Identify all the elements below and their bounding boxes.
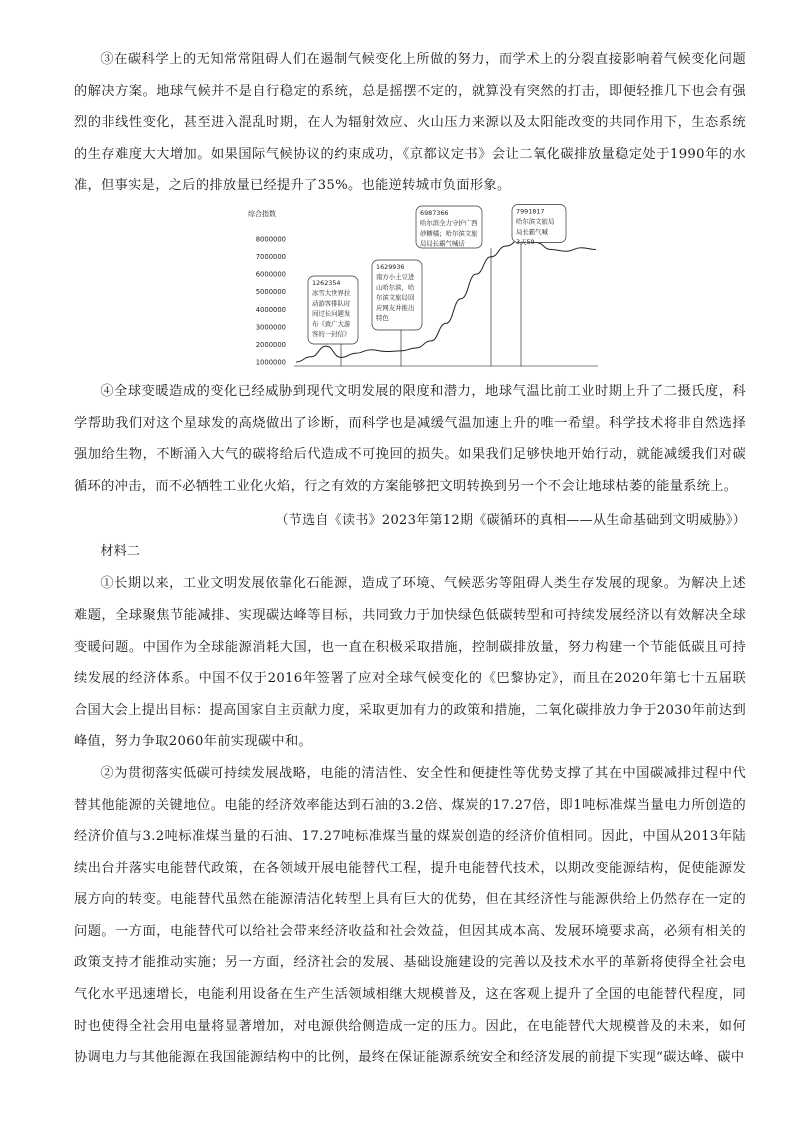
callout-text: 哈尔滨文旅局 xyxy=(516,217,555,226)
y-tick-label: 3000000 xyxy=(255,323,286,332)
callout-text: 布《致广大游 xyxy=(312,319,351,328)
paragraph-4: ④全球变暖造成的变化已经威胁到现代文明发展的限度和潜力，地球气温比前工业时期上升了二摄氏度，科学帮助我们对这个星球发的高烧做出了诊断，而科学也是减缓气温加速上升的唯一希望。科学技术将非自然选择强加给生物，不断涌入大气的碳将给后代造成不可挽回的损失。如果我们足够快地开始行动，就能减缓我们对碳循环的冲击，而不必牺牲工业化火焰，行之有效的方案能够把文明转换到另一个不会让地球枯萎的能量系统上。 xyxy=(74,383,746,494)
callout-text: 间过长问题发 xyxy=(312,309,351,318)
annotation-callouts xyxy=(308,204,566,344)
y-tick-label: 5000000 xyxy=(255,288,286,297)
callout-text: 应网友并推出 xyxy=(376,303,415,312)
callout-text: 山哈尔滨，哈 xyxy=(376,283,415,292)
callout-text: 砂糖橘；哈尔滨文旅 xyxy=(420,229,478,238)
callout-text: 局局长霸气喊话 xyxy=(420,239,465,248)
material-2-paragraph-2: ②为贯彻落实低碳可持续发展战略，电能的清洁性、安全性和便捷性等优势支撑了其在中国碳减排过程中代替其他能源的关键地位。电能的经济效率能达到石油的3.2倍、煤炭的17.27倍，即1吨标准煤当量电力所创造的经济价值与3.2吨标准煤当量的石油、17.27吨标准煤当量的煤炭创造的经济价值相同。因此，中国从2013年陆续出台并落实电能替代政策，在各领域开展电能替代工程，提升电能替代技术，以期改变能源结构，促使能源发展方向的转变。电能替代虽然在能源清洁化转型上具有巨大的优势，但在其经济性与能源供给上仍然存在一定的问题。一方面，电能替代可以给社会带来经济收益和社会效益，但因其成本高、发展环境要求高，必须有相关的政策支持才能推动实施；另一方面，经济社会的发展、基础设施建设的完善以及技术水平的革新将使得全社会电气化水平迅速增长，电能利用设备在生产生活领域相继大规模普及，这在客观上提升了全国的电能替代程度，同时也使得全社会用电量将显著增加，对电源供给侧造成一定的压力。因此，在电能替代大规模普及的未来，如何协调电力与其他能源在我国能源结构中的比例，最终在保证能源系统安全和经济发展的前提下实现“碳达峰、碳中 xyxy=(74,765,746,1066)
callout-6987366 xyxy=(416,206,482,248)
y-axis-label: 综合指数 xyxy=(248,209,276,218)
y-tick-label: 1000000 xyxy=(255,358,286,367)
callout-value: 6987366 xyxy=(420,208,449,217)
callout-7991817 xyxy=(512,204,566,246)
callout-value: 7991817 xyxy=(516,207,545,216)
y-tick-label: 8000000 xyxy=(255,235,286,244)
document-page xyxy=(74,44,746,1074)
callout-text: 尔滨文旅局回 xyxy=(376,293,415,302)
callout-text: 哈尔滨全力守护广西 xyxy=(420,219,478,228)
callout-value: 1629936 xyxy=(376,262,405,271)
y-tick-label: 2000000 xyxy=(255,340,286,349)
chart-svg xyxy=(246,204,606,372)
y-tick-label: 6000000 xyxy=(255,270,286,279)
callout-text: 客的一封信》 xyxy=(312,329,351,338)
y-tick-label: 4000000 xyxy=(255,305,286,314)
callout-text: 特色 xyxy=(376,313,389,322)
callout-text: 3天59 xyxy=(516,238,535,247)
index-line-chart xyxy=(246,204,606,372)
source-citation: （节选自《读书》2023年第12期《碳循环的真相——从生命基础到文明威胁》） xyxy=(275,513,746,529)
paragraph-3: ③在碳科学上的无知常常阻碍人们在遏制气候变化上所做的努力，而学术上的分裂直接影响着气候变化问题的解决方案。地球气候并不是自行稳定的系统，总是摇摆不定的，就算没有突然的打击，即便轻推几下也会有强烈的非线性变化，甚至进入混乱时期，在人为辐射效应、火山压力来源以及太阳能改变的共同作用下，生态系统的生存难度大大增加。如果国际气候协议的约束成功，《京都议定书》会让二氧化碳排放量稳定处于1990年的水准，但事实是，之后的排放量已经提升了35%。也能逆转城市负面形象。 xyxy=(74,52,746,194)
material-2-label: 材料二 xyxy=(100,544,140,560)
callout-value: 1262354 xyxy=(312,278,341,287)
callout-text: 南方小土豆进 xyxy=(376,273,415,282)
callout-text: 冰雪大世界拉 xyxy=(312,289,351,298)
callout-text: 动游客排队时 xyxy=(312,299,351,308)
y-tick-label: 7000000 xyxy=(255,253,286,262)
callout-1629936 xyxy=(372,260,422,330)
callout-1262354 xyxy=(308,276,358,344)
callout-text: 局长霸气喊 xyxy=(516,227,548,236)
y-ticks xyxy=(256,235,286,366)
annotation-drop-lines xyxy=(341,242,521,366)
material-2-paragraph-1: ①长期以来，工业文明发展依靠化石能源，造成了环境、气候恶劣等阻碍人类生存发展的现象。为解决上述难题，全球聚焦节能减排、实现碳达峰等目标，共同致力于加快绿色低碳转型和可持续发展经济以有效解决全球变暖问题。中国作为全球能源消耗大国，也一直在积极采取措施，控制碳排放量，努力构建一个节能低碳且可持续发展的经济体系。中国不仅于2016年签署了应对全球气候变化的《巴黎协定》，而且在2020年第七十五届联合国大会上提出目标：提高国家自主贡献力度，采取更加有力的政策和措施，二氧化碳排放力争于2030年前达到峰值，努力争取2060年前实现碳中和。 xyxy=(74,576,746,750)
